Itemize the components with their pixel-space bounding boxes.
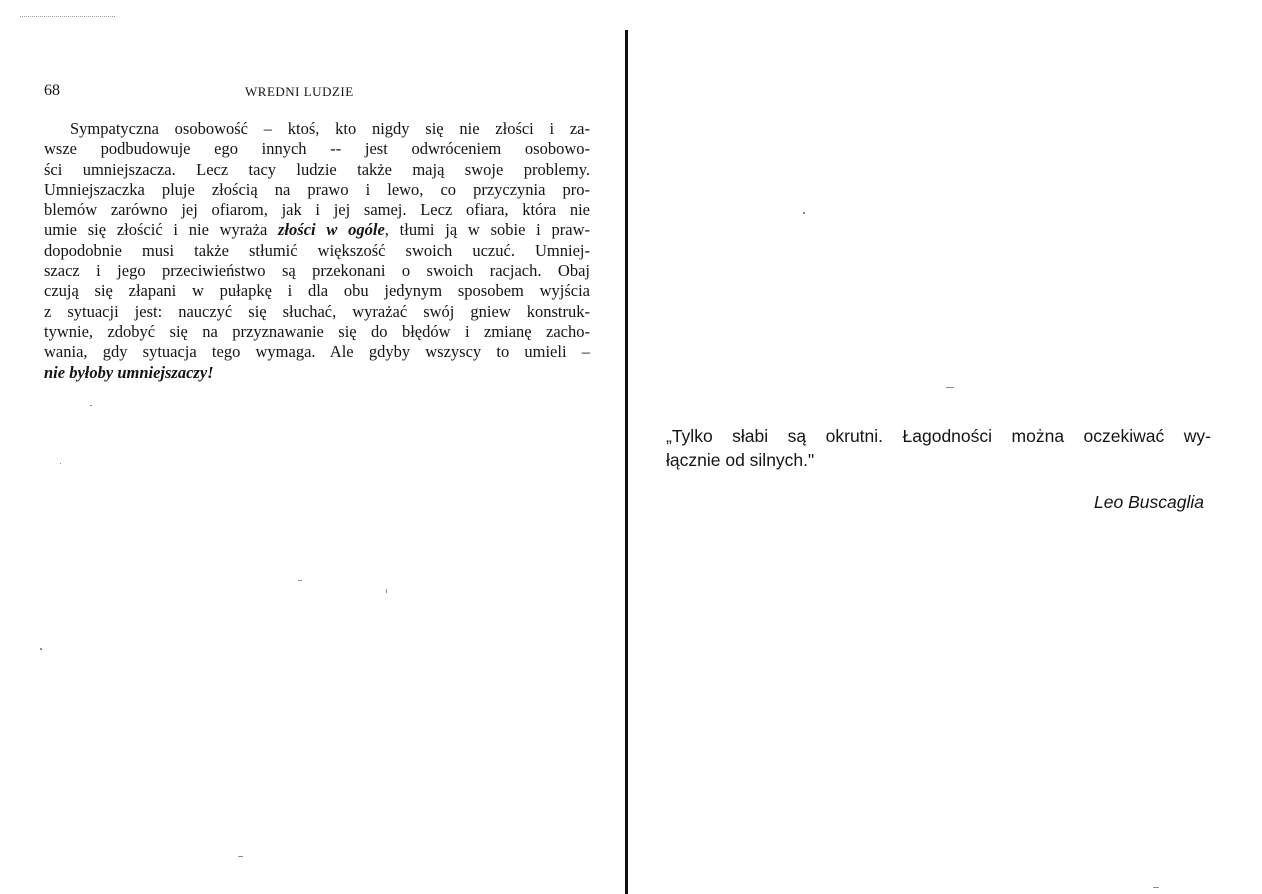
text-fragment: umie się złościć i nie wyraża — [44, 220, 279, 240]
scan-speck — [40, 648, 42, 650]
text-line: z sytuacji jest: nauczyć się słuchać, wyrażać swój gniew konstruk- — [44, 301, 590, 321]
scan-speck — [386, 589, 387, 593]
text-line: czują się złapani w pułapkę i dla obu jedynym sposobem wyjścia — [44, 281, 590, 301]
quote-line: łącznie od silnych." — [666, 450, 815, 470]
scan-speck — [60, 463, 61, 464]
text-line: ści umniejszacza. Lecz tacy ludzie także mają swoje problemy. — [44, 159, 590, 179]
text-line: tywnie, zdobyć się na przyznawanie się do błędów i zmianę zacho- — [44, 321, 590, 341]
scan-speck — [238, 856, 243, 857]
quote-line: „Tylko słabi są okrutni. Łagodności można oczekiwać wy- — [666, 426, 1211, 446]
text-line: dopodobnie musi także stłumić większość swoich uczuć. Umniej- — [44, 240, 590, 260]
text-line-with-emphasis — [44, 220, 590, 240]
text-line: wania, gdy sytuacja tego wymaga. Ale gdyby wszyscy to umieli – — [44, 342, 590, 362]
text-fragment: , tłumi ją w sobie i praw- — [384, 220, 590, 240]
text-line: Sympatyczna osobowość – ktoś, kto nigdy się nie złości i za- — [70, 119, 590, 138]
emphasized-closing: nie byłoby umniejszaczy! — [44, 362, 214, 382]
scan-speck — [803, 212, 805, 214]
scan-speck — [90, 405, 92, 406]
epigraph-quote — [666, 424, 1211, 472]
scan-artifact-marks — [20, 16, 115, 19]
text-line: wsze podbudowuje ego innych -- jest odwróceniem osobowo- — [44, 139, 590, 159]
text-line-final — [44, 363, 590, 383]
page-number: 68 — [44, 82, 60, 99]
body-paragraph — [44, 119, 590, 383]
scan-speck — [298, 580, 302, 581]
running-head: WREDNI LUDZIE — [245, 84, 354, 99]
text-line: szacz i jego przeciwieństwo są przekonani o swoich racjach. Obaj — [44, 261, 590, 281]
text-line: blemów zarówno jej ofiarom, jak i jej samej. Lecz ofiara, która nie — [44, 200, 590, 220]
scan-speck — [946, 387, 954, 388]
scan-speck — [1153, 887, 1159, 888]
text-line: Umniejszaczka pluje złością na prawo i lewo, co przyczynia pro- — [44, 179, 590, 199]
left-page — [0, 0, 625, 894]
emphasized-phrase: złości w ogóle — [278, 220, 385, 240]
quote-author: Leo Buscaglia — [1094, 492, 1204, 512]
